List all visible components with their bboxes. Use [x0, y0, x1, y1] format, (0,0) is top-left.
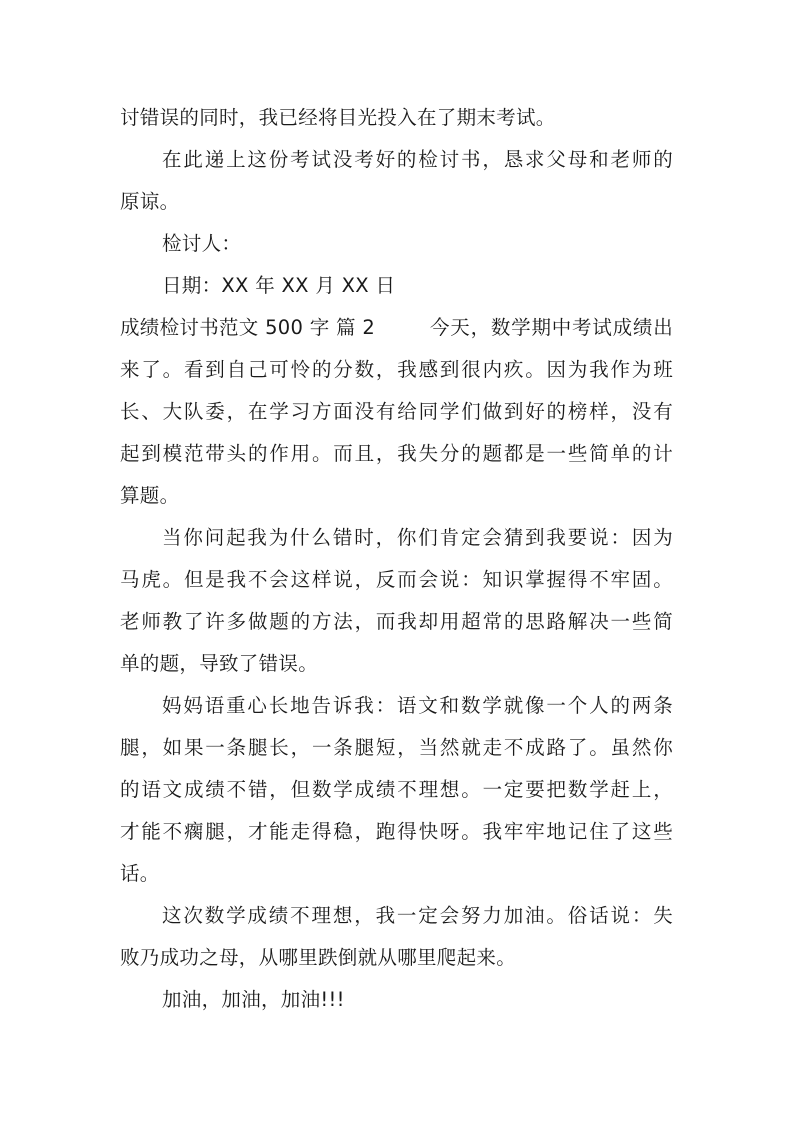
paragraph-line: 这次数学成绩不理想，我一定会努力加油。俗话说：失: [162, 904, 673, 927]
paragraph-line: 起到模范带头的作用。而且，我失分的题都是一些简单的计: [120, 442, 673, 465]
paragraph-line: 加油，加油，加油!!!: [162, 988, 345, 1011]
paragraph-line: 算题。: [120, 484, 180, 507]
paragraph-line: 在此递上这份考试没考好的检讨书，恳求父母和老师的: [162, 148, 673, 171]
paragraph-line: 妈妈语重心长地告诉我：语文和数学就像一个人的两条: [162, 694, 673, 717]
section-heading-line: [120, 313, 673, 343]
paragraph-line: 老师教了许多做题的方法，而我却用超常的思路解决一些简: [120, 610, 673, 633]
paragraph-line: 话。: [120, 862, 160, 885]
section-title: 成绩检讨书范文 500 字 篇 2: [120, 316, 376, 339]
paragraph-line: 长、大队委，在学习方面没有给同学们做到好的榜样，没有: [120, 400, 673, 423]
paragraph-line: 腿，如果一条腿长，一条腿短，当然就走不成路了。虽然你: [120, 736, 673, 759]
paragraph-line: 讨错误的同时，我已经将目光投入在了期末考试。: [120, 106, 556, 129]
paragraph-line: 败乃成功之母，从哪里跌倒就从哪里爬起来。: [120, 946, 517, 969]
paragraph-line: 马虎。但是我不会这样说，反而会说：知识掌握得不牢固。: [120, 568, 673, 591]
paragraph-line: 今天，数学期中考试成绩出: [430, 316, 673, 339]
paragraph-line: 原谅。: [120, 190, 180, 213]
paragraph-line: 单的题，导致了错误。: [120, 652, 319, 675]
date-label: 日期：XX 年 XX 月 XX 日: [162, 274, 396, 297]
paragraph-line: 当你问起我为什么错时，你们肯定会猜到我要说：因为: [162, 526, 673, 549]
paragraph-line: 的语文成绩不错，但数学成绩不理想。一定要把数学赶上，: [120, 778, 673, 801]
paragraph-line: 来了。看到自己可怜的分数，我感到很内疚。因为我作为班: [120, 358, 673, 381]
paragraph-line: 才能不瘸腿，才能走得稳，跑得快呀。我牢牢地记住了这些: [120, 820, 673, 843]
reviewer-label: 检讨人：: [162, 232, 242, 255]
